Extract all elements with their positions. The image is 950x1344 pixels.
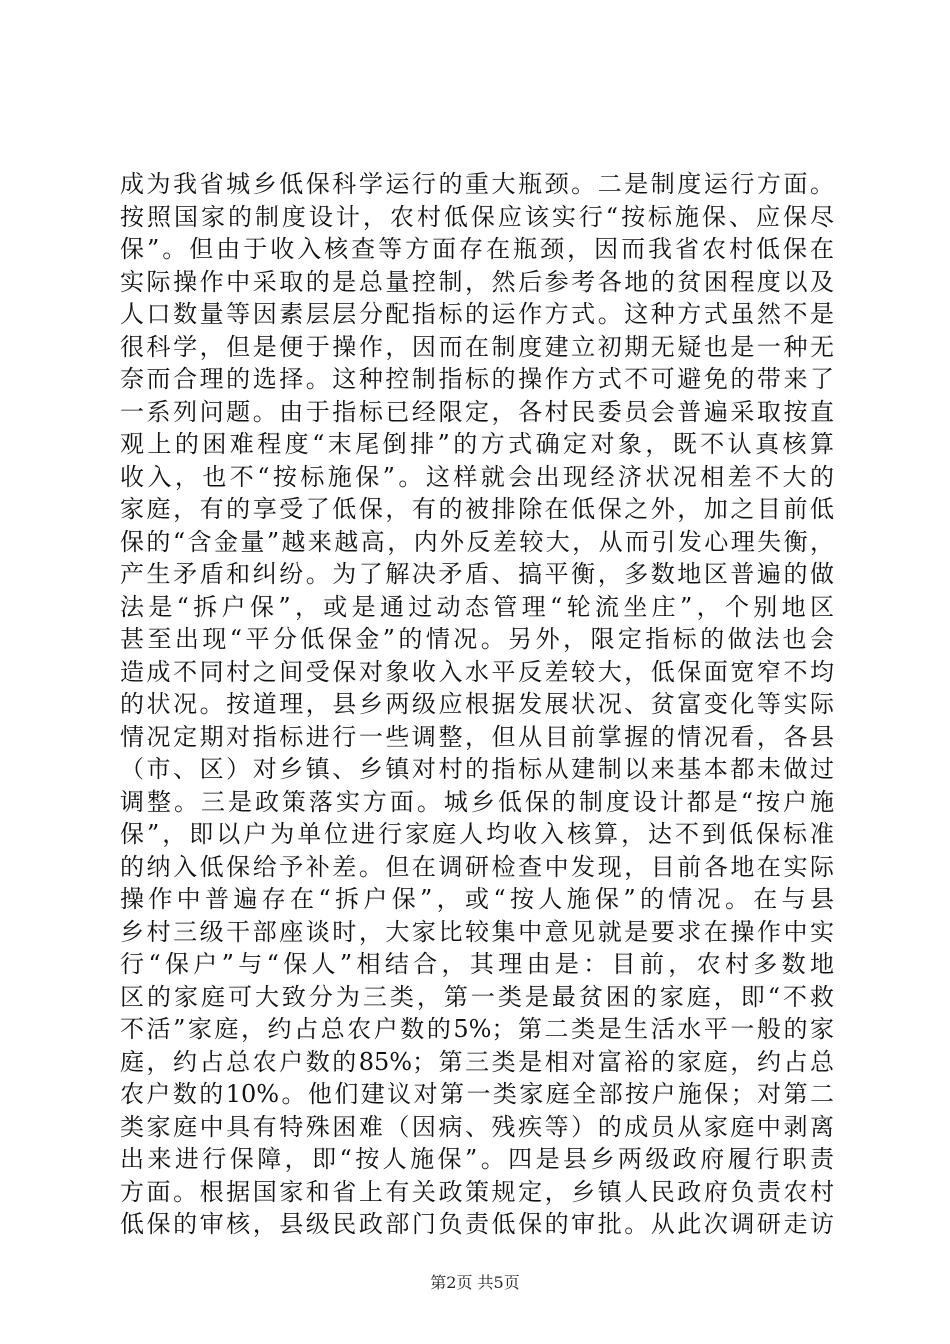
text-line: 实际操作中采取的是总量控制，然后参考各地的贫困程度以及 (120, 267, 834, 296)
page-footer: 第2页 共5页 (430, 1273, 520, 1292)
text-line: 的纳入低保给予补差。但在调研检查中发现，目前各地在实际 (120, 852, 834, 881)
text-line: 观上的困难程度“末尾倒排”的方式确定对象，既不认真核算 (120, 430, 834, 458)
text-line: 法是“拆户保”，或是通过动态管理“轮流坐庄”，个别地区 (120, 592, 834, 621)
text-line: 成为我省城乡低保科学运行的重大瓶颈。二是制度运行方面。 (120, 170, 834, 198)
text-line: 一系列问题。由于指标已经限定，各村民委员会普遍采取按直 (120, 397, 834, 426)
text-line: 按照国家的制度设计，农村低保应该实行“按标施保、应保尽 (120, 202, 834, 231)
text-line: 保”，即以户为单位进行家庭人均收入核算，达不到低保标准 (120, 820, 834, 848)
text-line: 调整。三是政策落实方面。城乡低保的制度设计都是“按户施 (120, 787, 834, 816)
text-line: 人口数量等因素层层分配指标的运作方式。这种方式虽然不是 (120, 300, 834, 328)
text-line: 奈而合理的选择。这种控制指标的操作方式不可避免的带来了 (120, 365, 834, 393)
text-line: 的状况。按道理，县乡两级应根据发展状况、贫富变化等实际 (120, 690, 834, 718)
text-line: 方面。根据国家和省上有关政策规定，乡镇人民政府负责农村 (120, 1177, 834, 1206)
text-line: 很科学，但是便于操作，因而在制度建立初期无疑也是一种无 (120, 332, 834, 361)
text-line: 造成不同村之间受保对象收入水平反差较大，低保面宽窄不均 (120, 657, 834, 686)
text-line: 庭，约占总农户数的85%；第三类是相对富裕的家庭，约占总 (120, 1047, 834, 1076)
text-line: 情况定期对指标进行一些调整，但从目前掌握的情况看，各县 (120, 722, 834, 751)
text-line: 家庭，有的享受了低保，有的被排除在低保之外，加之目前低 (120, 495, 834, 523)
text-line: （市、区）对乡镇、乡镇对村的指标从建制以来基本都未做过 (120, 755, 834, 783)
text-line: 不活”家庭，约占总农户数的5%；第二类是生活水平一般的家 (120, 1015, 834, 1043)
text-line: 乡村三级干部座谈时，大家比较集中意见就是要求在操作中实 (120, 917, 834, 946)
text-line: 产生矛盾和纠纷。为了解决矛盾、搞平衡，多数地区普遍的做 (120, 560, 834, 588)
text-line: 收入，也不“按标施保”。这样就会出现经济状况相差不大的 (120, 462, 834, 491)
text-line: 保”。但由于收入核查等方面存在瓶颈，因而我省农村低保在 (120, 235, 834, 263)
text-line: 区的家庭可大致分为三类，第一类是最贫困的家庭，即“不救 (120, 982, 834, 1011)
text-line: 低保的审核，县级民政部门负责低保的审批。从此次调研走访 (120, 1210, 834, 1238)
text-line: 类家庭中具有特殊困难（因病、残疾等）的成员从家庭中剥离 (120, 1112, 834, 1141)
text-line: 保的“含金量”越来越高，内外反差较大，从而引发心理失衡， (120, 527, 834, 556)
text-line: 甚至出现“平分低保金”的情况。另外，限定指标的做法也会 (120, 625, 834, 653)
text-line: 操作中普遍存在“拆户保”，或“按人施保”的情况。在与县 (120, 885, 834, 913)
body-text (120, 168, 834, 1241)
text-line: 出来进行保障，即“按人施保”。四是县乡两级政府履行职责 (120, 1145, 834, 1173)
text-line: 行“保户”与“保人”相结合，其理由是：目前，农村多数地 (120, 950, 834, 978)
text-line: 农户数的10%。他们建议对第一类家庭全部按户施保；对第二 (120, 1080, 834, 1108)
